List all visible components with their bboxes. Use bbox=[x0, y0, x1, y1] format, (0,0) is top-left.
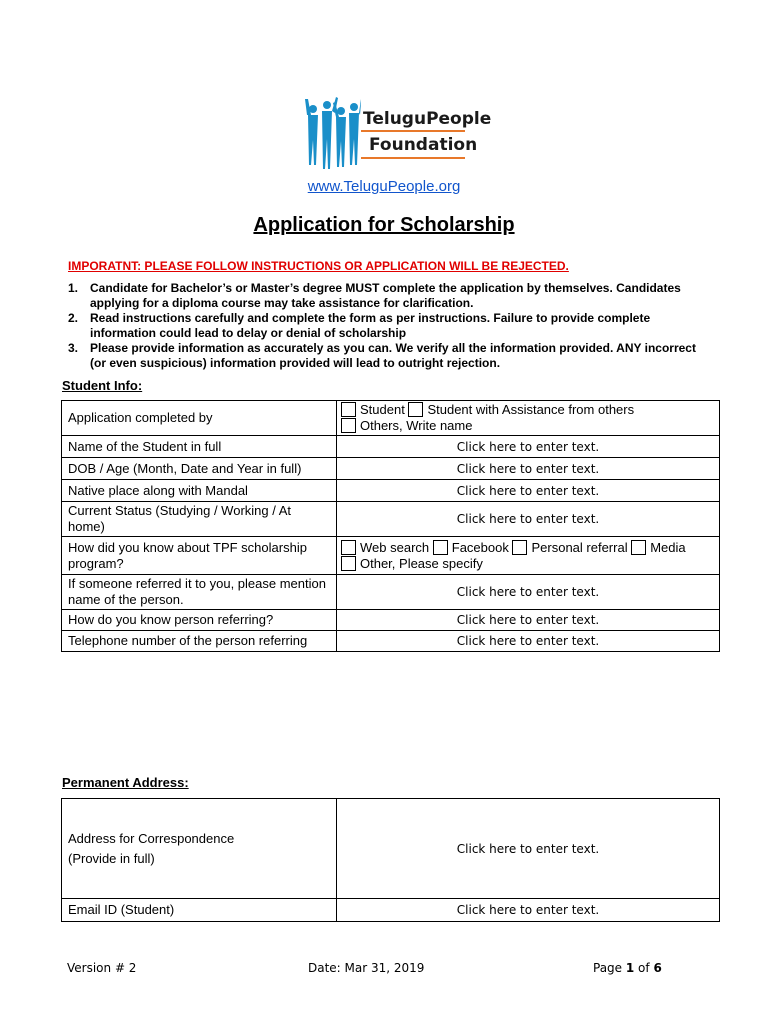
checkbox-web-search[interactable] bbox=[341, 540, 356, 555]
people-figures-icon bbox=[305, 95, 361, 173]
logo-divider-bottom bbox=[361, 157, 465, 159]
source-options bbox=[337, 537, 720, 575]
page-title: Application for Scholarship bbox=[253, 214, 515, 236]
option-label: Student bbox=[360, 402, 405, 417]
instructions-list bbox=[68, 281, 708, 371]
instruction-text: Please provide information as accurately as you can. We verify all the information provided. ANY incorrect (or even suspicious) information provided will lead to outright rejection. bbox=[90, 341, 696, 370]
student-info-heading: Student Info: bbox=[62, 378, 143, 393]
checkbox-personal-referral[interactable] bbox=[512, 540, 527, 555]
logo-divider-top bbox=[361, 130, 465, 132]
logo-text-line2: Foundation bbox=[369, 135, 478, 155]
permanent-address-table bbox=[61, 798, 720, 922]
address-label-line1: Address for Correspondence bbox=[68, 830, 235, 846]
option-label: Media bbox=[650, 539, 686, 555]
checkbox-others[interactable] bbox=[341, 418, 356, 433]
option-label: Other, Please specify bbox=[360, 555, 483, 571]
completed-by-label: Application completed by bbox=[62, 401, 337, 436]
checkbox-facebook[interactable] bbox=[433, 540, 448, 555]
address-field[interactable]: Click here to enter text. bbox=[337, 799, 720, 899]
table-row bbox=[62, 436, 720, 458]
completed-by-options bbox=[337, 401, 720, 436]
dob-field[interactable]: Click here to enter text. bbox=[337, 458, 720, 480]
current-status-label: Current Status (Studying / Working / At home) bbox=[62, 502, 337, 537]
checkbox-student-with-assistance[interactable] bbox=[408, 402, 423, 417]
instruction-number: 2. bbox=[68, 311, 79, 325]
table-row bbox=[62, 502, 720, 537]
page-prefix: Page bbox=[593, 961, 626, 975]
page-total: 6 bbox=[653, 961, 662, 975]
student-name-field[interactable]: Click here to enter text. bbox=[337, 436, 720, 458]
checkbox-other[interactable] bbox=[341, 556, 356, 571]
table-row bbox=[62, 401, 720, 436]
option-label: Others, Write name bbox=[360, 418, 473, 433]
referrer-relation-field[interactable]: Click here to enter text. bbox=[337, 610, 720, 631]
table-row bbox=[62, 480, 720, 502]
checkbox-media[interactable] bbox=[631, 540, 646, 555]
instruction-number: 3. bbox=[68, 341, 79, 355]
source-label: How did you know about TPF scholarship program? bbox=[62, 537, 337, 575]
table-row bbox=[62, 575, 720, 610]
footer-page-indicator bbox=[593, 961, 662, 975]
option-label: Student with Assistance from others bbox=[427, 402, 635, 417]
option-label: Facebook bbox=[451, 539, 509, 555]
permanent-address-heading: Permanent Address: bbox=[62, 775, 189, 790]
instruction-item bbox=[68, 341, 708, 371]
table-row bbox=[62, 610, 720, 631]
student-info-table bbox=[61, 400, 720, 652]
referrer-phone-field[interactable]: Click here to enter text. bbox=[337, 631, 720, 652]
foundation-logo bbox=[305, 95, 492, 173]
address-label-line2: (Provide in full) bbox=[68, 850, 155, 866]
page-of: of bbox=[634, 961, 654, 975]
email-field[interactable]: Click here to enter text. bbox=[337, 899, 720, 922]
instruction-number: 1. bbox=[68, 281, 79, 295]
website-link[interactable]: www.TeluguPeople.org bbox=[307, 178, 461, 195]
email-label: Email ID (Student) bbox=[62, 899, 337, 922]
table-row bbox=[62, 799, 720, 899]
instruction-text: Candidate for Bachelor’s or Master’s degree MUST complete the application by themselves. Candidates applying for a diploma course may take assistance for clarification. bbox=[90, 281, 681, 310]
native-place-field[interactable]: Click here to enter text. bbox=[337, 480, 720, 502]
logo-text-line1: TeluguPeople bbox=[363, 109, 492, 129]
dob-label: DOB / Age (Month, Date and Year in full) bbox=[62, 458, 337, 480]
table-row bbox=[62, 537, 720, 575]
referrer-name-label: If someone referred it to you, please mention name of the person. bbox=[62, 575, 337, 610]
option-label: Web search bbox=[360, 539, 430, 555]
table-row bbox=[62, 899, 720, 922]
table-row bbox=[62, 631, 720, 652]
footer-date: Date: Mar 31, 2019 bbox=[308, 961, 425, 975]
native-place-label: Native place along with Mandal bbox=[62, 480, 337, 502]
instruction-text: Read instructions carefully and complete the form as per instructions. Failure to provide complete information could lead to delay or denial of scholarship bbox=[90, 311, 651, 340]
important-notice: IMPORATNT: PLEASE FOLLOW INSTRUCTIONS OR APPLICATION WILL BE REJECTED. bbox=[68, 259, 569, 273]
referrer-relation-label: How do you know person referring? bbox=[62, 610, 337, 631]
instruction-item bbox=[68, 311, 708, 341]
page-number: 1 bbox=[625, 961, 635, 975]
referrer-name-field[interactable]: Click here to enter text. bbox=[337, 575, 720, 610]
checkbox-student[interactable] bbox=[341, 402, 356, 417]
address-label bbox=[62, 799, 337, 899]
current-status-field[interactable]: Click here to enter text. bbox=[337, 502, 720, 537]
footer-version: Version # 2 bbox=[67, 961, 137, 975]
student-name-label: Name of the Student in full bbox=[62, 436, 337, 458]
referrer-phone-label: Telephone number of the person referring bbox=[62, 631, 337, 652]
instruction-item bbox=[68, 281, 708, 311]
option-label: Personal referral bbox=[531, 539, 628, 555]
table-row bbox=[62, 458, 720, 480]
